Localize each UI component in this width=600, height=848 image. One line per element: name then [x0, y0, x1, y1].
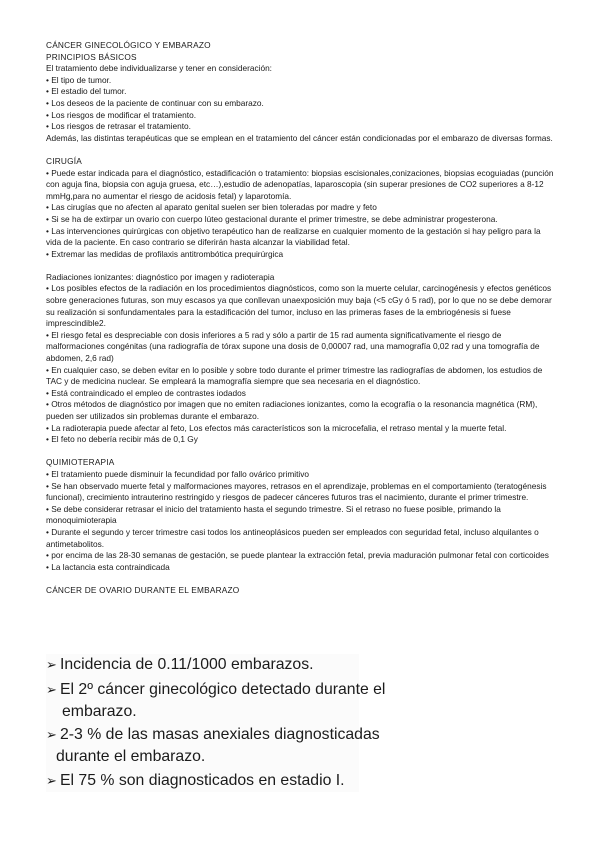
list-item: • En cualquier caso, se deben evitar en lo posible y sobre todo durante el primer trimestre las radiografías de abdomen, los estudios de TAC y de medicina nuclear. Se empleará la mamografía siempre que sea necesaria en el diagnóstico.: [46, 364, 543, 387]
slide-line: Incidencia de 0.11/1000 embarazos.: [60, 656, 314, 673]
list-item: • Las intervenciones quirúrgicas con objetivo terapéutico han de realizarse en cualquier momento de la gestación si hay peligro para la vida de la paciente. En caso contrario se diferirán hasta alcanzar la viabilidad fetal.: [46, 225, 541, 248]
list-item: • Extremar las medidas de profilaxis antitrombótica prequirúrgica: [46, 248, 284, 259]
ovario-slide-image: [46, 654, 386, 792]
list-item: • Los riesgos de modificar el tratamiento.: [46, 109, 197, 120]
list-item: • Se han observado muerte fetal y malformaciones mayores, retrasos en el aprendizaje, problemas en el comportamiento (teratogénesis funcional), crecimiento intrauterino restringido y riesgos de padecer cánceres futuros tras el nacimiento, durante el primer trimestre.: [46, 480, 547, 503]
document-title: CÁNCER GINECOLÓGICO Y EMBARAZO: [46, 40, 211, 50]
list-item: • La lactancia esta contraindicada: [46, 561, 170, 572]
slide-bullet: [46, 770, 345, 792]
list-item: • La radioterapia puede afectar al feto, Los efectos más característicos son la microcefalia, el retraso mental y la muerte fetal.: [46, 422, 507, 433]
list-item: • El tipo de tumor.: [46, 74, 112, 85]
spacer: [46, 144, 558, 156]
list-item: • El tratamiento puede disminuir la fecundidad por fallo ovárico primitivo: [46, 468, 310, 479]
principios-closing: Además, las distintas terapéuticas que se emplean en el tratamiento del cáncer están condicionadas por el embarazo de diversas formas.: [46, 132, 553, 143]
slide-line: durante el embarazo.: [56, 748, 206, 765]
arrow-bullet-icon: ➢: [46, 773, 57, 788]
list-item: • Los posibles efectos de la radiación en los procedimientos diagnósticos, como son la muerte celular, carcinogénesis y efectos genéticos sobre generaciones futuras, son muy escasos ya que conllevan unaexposición muy baja (<5 cGy ó 5 rad), por lo que no se debe demorar su realización si sonfundamentales para la estadificación del tumor, incluso en las primeras fases de la embriogénesis si fuese imprescindible2.: [46, 283, 552, 329]
list-item: • Si se ha de extirpar un ovario con cuerpo lúteo gestacional durante el primer trimestre, se debe administrar progesterona.: [46, 213, 498, 224]
principios-heading: PRINCIPIOS BÁSICOS: [46, 51, 137, 62]
list-item: • Durante el segundo y tercer trimestre casi todos los antineoplásicos pueden ser empleados con seguridad fetal, incluso alquilantes o antimetabolitos.: [46, 526, 539, 549]
slide-bullet: [46, 654, 314, 676]
spacer: [46, 573, 558, 585]
arrow-bullet-icon: ➢: [46, 727, 57, 742]
list-item: • Los riesgos de retrasar el tratamiento.: [46, 121, 191, 132]
list-item: • Otros métodos de diagnóstico por imagen que no emiten radiaciones ionizantes, como la ecografía o la resonancia magnética (RM), pueden ser utilizados sin problemas durante el embarazo.: [46, 399, 538, 421]
list-item: • Los deseos de la paciente de continuar con su embarazo.: [46, 97, 264, 108]
principios-intro: El tratamiento debe individualizarse y tener en consideración:: [46, 63, 272, 74]
slide-bullet: [46, 679, 385, 701]
slide-line: El 2º cáncer ginecológico detectado durante el: [60, 681, 386, 698]
slide-line: 2-3 % de las masas anexiales diagnosticadas: [60, 726, 380, 743]
list-item: • El feto no debería recibir más de 0,1 Gy: [46, 434, 198, 445]
spacer: [46, 446, 558, 458]
list-item: • El riesgo fetal es despreciable con dosis inferiores a 5 rad y sólo a partir de 15 rad aumenta significativamente el riesgo de malformaciones congénitas (una radiografía de tórax supone una dosis de 0,00007 rad, una mamografía 0,02 rad y una tomografía de abdomen, 2,6 rad): [46, 329, 540, 364]
cirugia-heading: CIRUGÍA: [46, 155, 82, 166]
radiaciones-heading: Radiaciones ionizantes: diagnóstico por imagen y radioterapia: [46, 271, 275, 282]
list-item: • El estadio del tumor.: [46, 86, 127, 97]
slide-line: embarazo.: [62, 703, 137, 720]
list-item: • Puede estar indicada para el diagnóstico, estadificación o tratamiento: biopsias escisionales,conizaciones, biopsias ecoguiadas (punción con aguja fina, biopsia con aguja gruesa, etc…),estudio de adenopatías, laparoscopia (sin superar presiones de CO2 superiores a 8-12 mmHg,para no aumentar el riesgo de acidosis fetal) y laparotomía.: [46, 167, 554, 201]
list-item: • Las cirugías que no afecten al aparato genital suelen ser bien toleradas por madre y feto: [46, 202, 377, 213]
quimioterapia-heading: QUIMIOTERAPIA: [46, 457, 115, 468]
list-item: • Se debe considerar retrasar el inicio del tratamiento hasta el segundo trimestre. Si el retraso no fuese posible, primando la monoquimioterapia: [46, 503, 501, 526]
arrow-bullet-icon: ➢: [46, 682, 57, 697]
list-item: • por encima de las 28-30 semanas de gestación, se puede plantear la extracción fetal, previa maduración pulmonar fetal con corticoides: [46, 550, 549, 561]
slide-bullet: [46, 724, 380, 746]
slide-line: El 75 % son diagnosticados en estadio I.: [60, 772, 345, 789]
document-body: [46, 40, 558, 597]
ovario-heading: CÁNCER DE OVARIO DURANTE EL EMBARAZO: [46, 584, 240, 595]
arrow-bullet-icon: ➢: [46, 657, 57, 672]
list-item: • Está contraindicado el empleo de contrastes iodados: [46, 387, 246, 398]
spacer: [46, 260, 558, 272]
